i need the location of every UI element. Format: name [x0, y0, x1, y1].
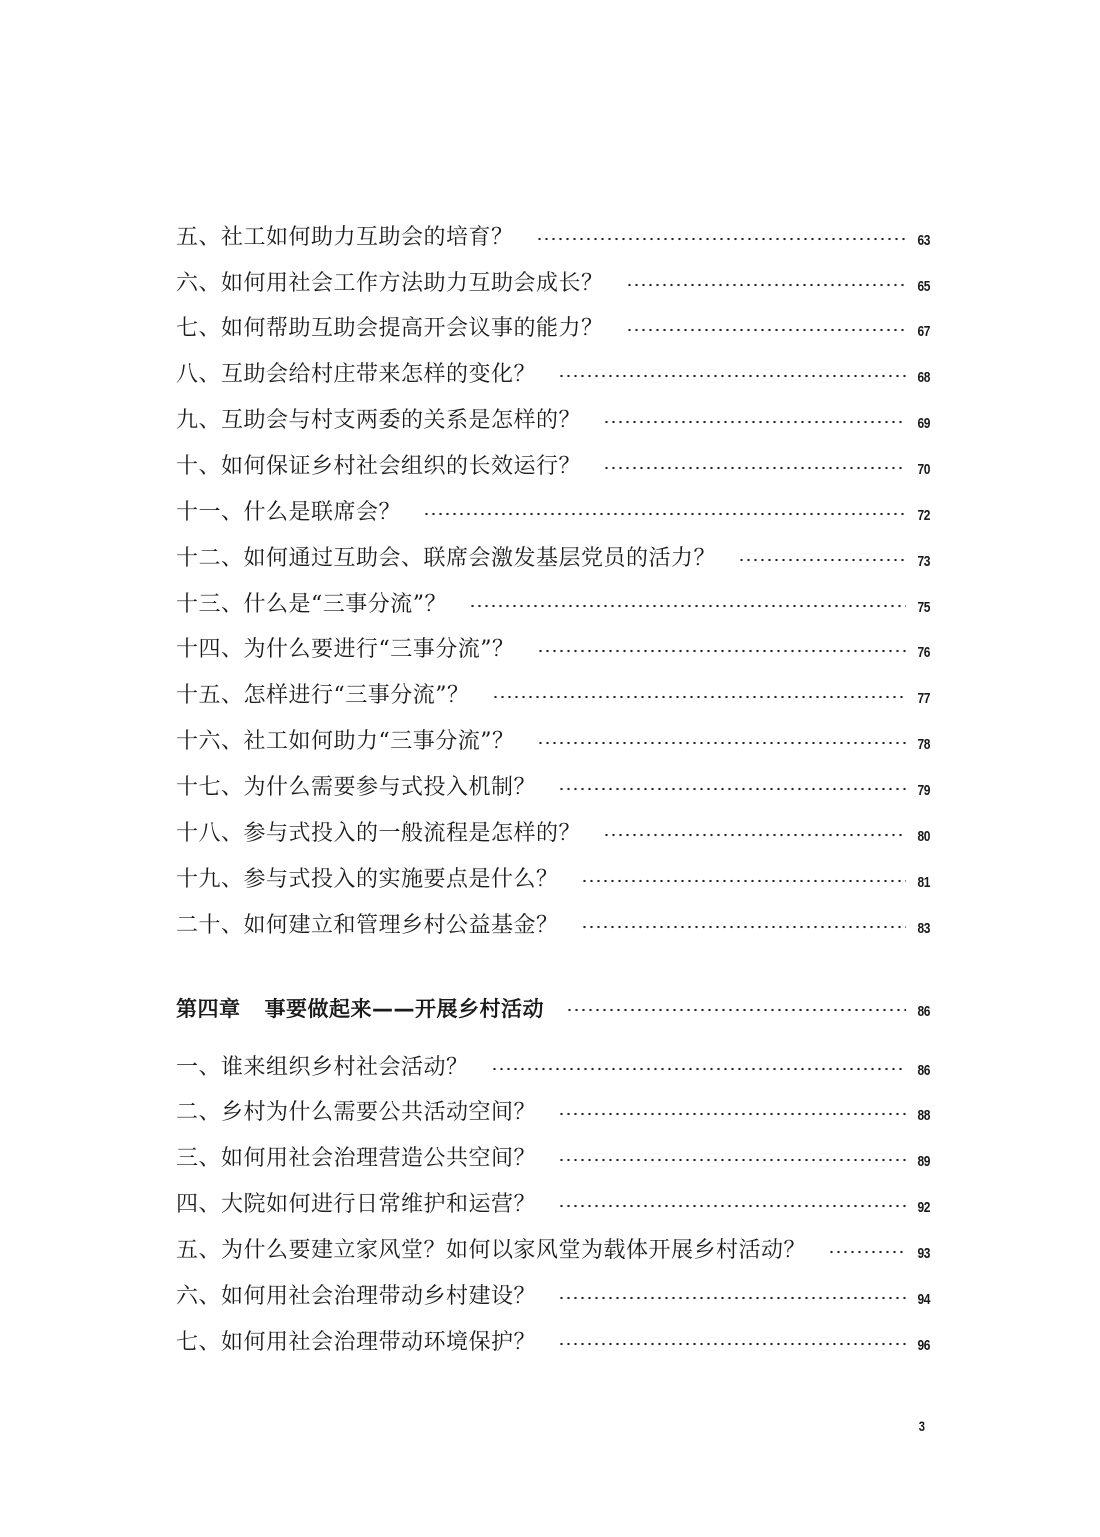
dot-leader: [558, 1204, 906, 1208]
chapter-number: 第四章: [176, 997, 241, 1021]
toc-entry-page: 81: [917, 874, 930, 891]
toc-entry-title: 五、社工如何助力互助会的培育？: [176, 225, 514, 250]
dot-leader: [558, 1158, 906, 1162]
dot-leader: [558, 787, 906, 791]
toc-entry-title: 十、如何保证乡村社会组织的长效运行？: [176, 454, 582, 479]
dot-leader: [558, 1296, 906, 1300]
dot-leader: [491, 1067, 906, 1071]
chapter-page: 86: [917, 1003, 930, 1020]
dot-leader: [469, 604, 906, 608]
dot-leader: [603, 466, 906, 470]
toc-entry-page: 69: [917, 415, 930, 432]
dot-leader: [423, 512, 906, 516]
toc-entry[interactable]: [176, 864, 930, 896]
toc-entry-page: 65: [917, 278, 930, 295]
toc-entry[interactable]: [176, 1189, 930, 1221]
toc-entry-title: 二十、如何建立和管理乡村公益基金？: [176, 913, 559, 938]
dot-leader: [581, 879, 906, 883]
toc-entry-page: 86: [917, 1062, 930, 1079]
toc-entry[interactable]: [176, 1235, 930, 1267]
toc-entry[interactable]: [176, 451, 930, 483]
chapter-name: 事要做起来——开展乡村活动: [264, 997, 544, 1021]
toc-entry-page: 92: [917, 1199, 930, 1216]
dot-leader: [537, 649, 907, 653]
toc-entry-title: 四、大院如何进行日常维护和运营？: [176, 1192, 537, 1217]
dot-leader: [558, 1342, 906, 1346]
toc-entry[interactable]: [176, 497, 930, 529]
dot-leader: [566, 1008, 906, 1012]
toc-entry-page: 94: [917, 1291, 930, 1308]
toc-entry[interactable]: [176, 589, 930, 621]
toc-entry-page: 68: [917, 369, 930, 386]
toc-entry[interactable]: [176, 680, 930, 712]
toc-entry[interactable]: [176, 1052, 930, 1084]
dot-leader: [626, 328, 906, 332]
toc-entry[interactable]: [176, 268, 930, 300]
toc-entry-title: 七、如何帮助互助会提高开会议事的能力？: [176, 316, 604, 341]
dot-leader: [581, 925, 906, 929]
toc-entry-page: 75: [917, 599, 930, 616]
toc-entry[interactable]: [176, 1143, 930, 1175]
toc-entry-title: 十三、什么是“三事分流”？: [176, 592, 447, 617]
toc-entry-page: 70: [917, 461, 930, 478]
toc-entry[interactable]: [176, 222, 930, 254]
toc-entry-title: 十四、为什么要进行“三事分流”？: [176, 637, 515, 662]
toc-entry-page: 79: [917, 782, 930, 799]
toc-entry-title: 十九、参与式投入的实施要点是什么？: [176, 867, 559, 892]
dot-leader: [603, 420, 906, 424]
chapter-heading[interactable]: [176, 993, 930, 1025]
toc-entry-page: 77: [917, 690, 930, 707]
dot-leader: [828, 1250, 906, 1254]
toc-entry[interactable]: [176, 1327, 930, 1359]
page-number: 3: [918, 1418, 926, 1434]
toc-entry-page: 89: [917, 1153, 930, 1170]
toc-entry-page: 80: [917, 828, 930, 845]
toc-entry[interactable]: [176, 910, 930, 942]
toc-entry[interactable]: [176, 1097, 930, 1129]
toc-entry-page: 96: [917, 1337, 930, 1354]
dot-leader: [558, 1112, 906, 1116]
toc-entry-page: 72: [917, 507, 930, 524]
toc-entry[interactable]: [176, 543, 930, 575]
dot-leader: [492, 695, 907, 699]
toc-entry-title: 十一、什么是联席会？: [176, 500, 402, 525]
toc-entry-title: 二、乡村为什么需要公共活动空间？: [176, 1100, 537, 1125]
toc-entry[interactable]: [176, 818, 930, 850]
toc-entry[interactable]: [176, 726, 930, 758]
toc-entry-title: 一、谁来组织乡村社会活动？: [176, 1055, 469, 1080]
toc-entry-title: 五、为什么要建立家风堂？如何以家风堂为载体开展乡村活动？: [176, 1238, 807, 1263]
dot-leader: [536, 237, 906, 241]
toc-entry-page: 76: [917, 644, 930, 661]
toc-entry-title: 十八、参与式投入的一般流程是怎样的？: [176, 821, 582, 846]
toc-entry-title: 九、互助会与村支两委的关系是怎样的？: [176, 408, 582, 433]
toc-entry-page: 73: [917, 553, 930, 570]
toc-entry-title: 六、如何用社会工作方法助力互助会成长？: [176, 271, 604, 296]
toc-entry-title: 三、如何用社会治理营造公共空间？: [176, 1146, 537, 1171]
toc-entry-title: 十六、社工如何助力“三事分流”？: [176, 729, 515, 754]
toc-entry-title: 十五、怎样进行“三事分流”？: [176, 683, 470, 708]
toc-entry[interactable]: [176, 359, 930, 391]
toc-entry[interactable]: [176, 405, 930, 437]
toc-entry-page: 78: [917, 736, 930, 753]
toc-entry-page: 83: [917, 920, 930, 937]
toc-entry-page: 67: [917, 323, 930, 340]
dot-leader: [537, 741, 907, 745]
toc-entry[interactable]: [176, 313, 930, 345]
toc-entry-page: 93: [917, 1245, 930, 1262]
toc-entry-page: 63: [917, 232, 930, 249]
toc-entry[interactable]: [176, 1281, 930, 1313]
toc-entry-title: 十二、如何通过互助会、联席会激发基层党员的活力？: [176, 546, 717, 571]
dot-leader: [603, 833, 906, 837]
toc-entry-title: 八、互助会给村庄带来怎样的变化？: [176, 362, 537, 387]
chapter-title: [176, 993, 544, 1025]
toc-entry[interactable]: [176, 772, 930, 804]
dot-leader: [626, 283, 906, 287]
dot-leader: [738, 558, 906, 562]
toc-entry-title: 六、如何用社会治理带动乡村建设？: [176, 1284, 537, 1309]
toc-entry[interactable]: [176, 634, 930, 666]
dot-leader: [558, 374, 906, 378]
toc-entry-title: 十七、为什么需要参与式投入机制？: [176, 775, 537, 800]
toc-entry-title: 七、如何用社会治理带动环境保护？: [176, 1330, 537, 1355]
toc-entry-page: 88: [917, 1107, 930, 1124]
